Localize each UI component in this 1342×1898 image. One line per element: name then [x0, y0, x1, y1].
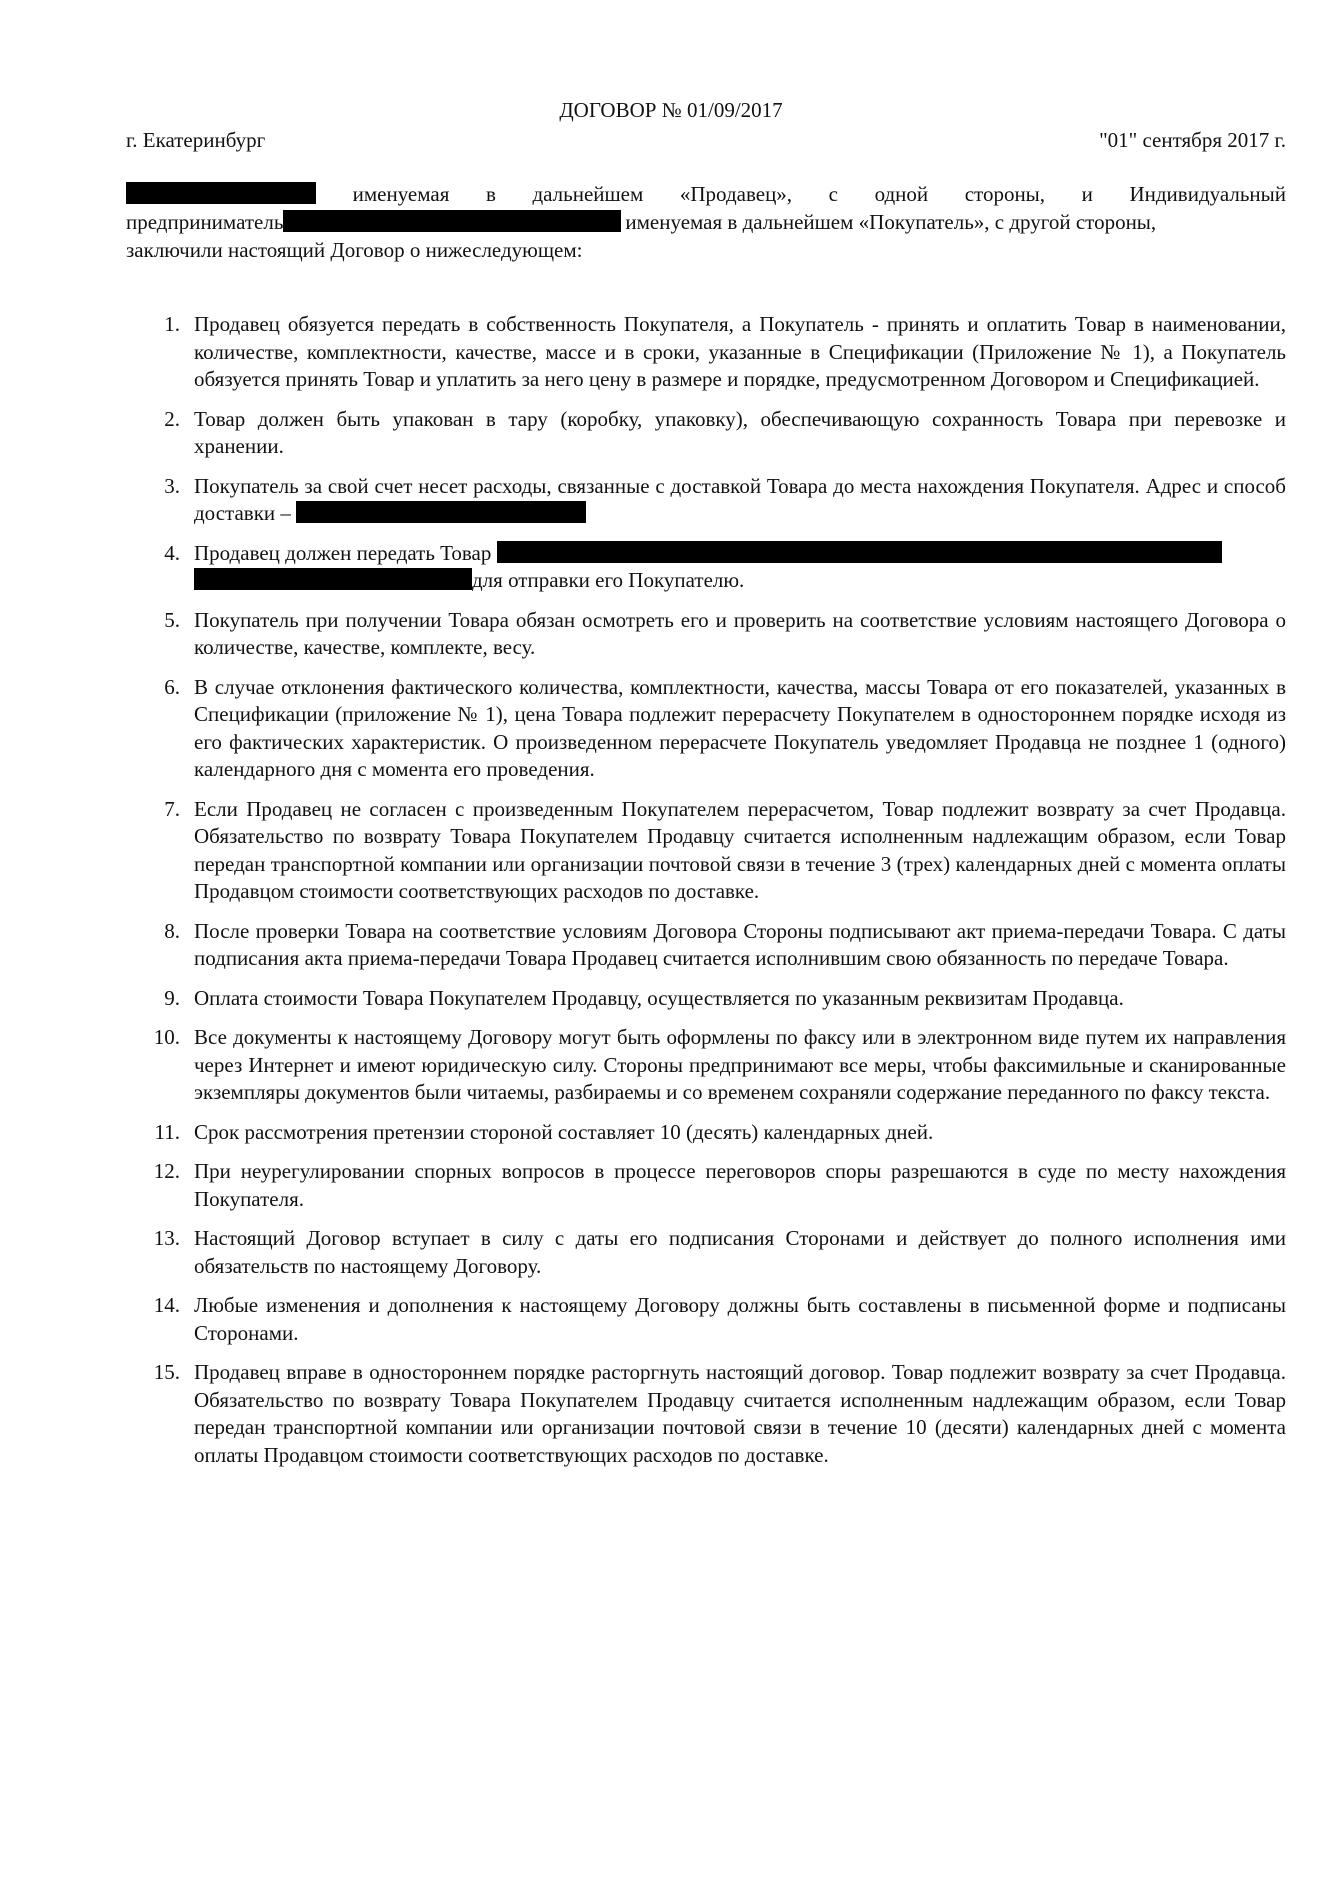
- clause-text: Продавец вправе в одностороннем порядке расторгнуть настоящий договор. Товар подлежит возврату за счет Продавца. Обязательство по возврату Товара Покупателем Продавцу считается исполненным надлежащим образом, если Товар передан транспортной компании или организации почтовой связи в течение 10 (десяти) календарных дней с момента оплаты Продавцом стоимости соответствующих расходов по доставке.: [194, 1360, 1286, 1467]
- clause-item: [140, 1225, 1286, 1280]
- preamble-line-3: заключили настоящий Договор о нижеследующем:: [126, 238, 583, 262]
- clause-number: 3.: [164, 473, 180, 498]
- clause-number: 5.: [164, 607, 180, 632]
- clause-text-wrap: [194, 540, 1286, 568]
- clause-item: [140, 406, 1286, 461]
- preamble-line-2-suffix: именуемая в дальнейшем «Покупатель», с другой стороны,: [625, 210, 1157, 234]
- header-row: [126, 127, 1286, 153]
- clause-item: [140, 311, 1286, 394]
- redaction-bar: [296, 501, 586, 523]
- clause-text: Товар должен быть упакован в тару (коробку, упаковку), обеспечивающую сохранность Товара при перевозке и хранении.: [194, 406, 1286, 458]
- clause-number: 8.: [164, 918, 180, 943]
- clause-text: После проверки Товара на соответствие условиям Договора Стороны подписывают акт приема-передачи Товара. С даты подписания акта приема-передачи Товара Продавец считается исполнившим свою обязанность по передаче Товара.: [194, 918, 1286, 970]
- clause-number: 12.: [153, 1159, 180, 1183]
- redaction-bar: [126, 182, 316, 204]
- clause-number: 10.: [153, 1025, 180, 1049]
- clause-text-wrap: [194, 473, 1286, 528]
- preamble-line-2-prefix: предприниматель: [126, 210, 284, 234]
- clause-item: [140, 1119, 1286, 1147]
- clause-item: [140, 985, 1286, 1013]
- clause-item: [140, 1024, 1286, 1107]
- document-title: ДОГОВОР № 01/09/2017: [559, 98, 783, 122]
- document-date: "01" сентября 2017 г.: [1099, 128, 1286, 152]
- clause-text: Оплата стоимости Товара Покупателем Продавцу, осуществляется по указанным реквизитам Продавца.: [194, 985, 1124, 1010]
- clause-number: 14.: [153, 1293, 180, 1317]
- clause-text: Продавец должен передать Товар: [194, 540, 492, 565]
- clause-number: 2.: [164, 406, 180, 431]
- clause-text: Все документы к настоящему Договору могут быть оформлены по факсу или в электронном виде путем их направления через Интернет и имеют юридическую силу. Стороны предпринимают все меры, чтобы факсимильные и сканированные экземпляры документов были читаемы, разбираемы и со временем сохраняли содержание переданного по факсу текста.: [194, 1025, 1286, 1104]
- clause-number: 13.: [153, 1226, 180, 1250]
- clause-item: [140, 674, 1286, 784]
- clause-text: Срок рассмотрения претензии стороной составляет 10 (десять) календарных дней.: [194, 1119, 934, 1144]
- clause-number: 9.: [164, 985, 180, 1010]
- redaction-bar: [497, 541, 1222, 563]
- clause-number: 4.: [164, 540, 180, 565]
- clause-item: [140, 607, 1286, 662]
- clause-item: [140, 1158, 1286, 1213]
- clause-item: [140, 918, 1286, 973]
- clause-text: В случае отклонения фактического количества, комплектности, качества, массы Товара от его показателей, указанных в Спецификации (приложение № 1), цена Товара подлежит перерасчету Покупателем в одностороннем порядке исходя из его фактических характеристик. О произведенном перерасчете Покупатель уведомляет Продавца не позднее 1 (одного) календарного дня с момента его проведения.: [194, 674, 1286, 781]
- clause-item: [140, 1359, 1286, 1469]
- preamble: [126, 180, 1286, 264]
- clause-number: 6.: [164, 674, 180, 699]
- clause-text: Продавец обязуется передать в собственность Покупателя, а Покупатель - принять и оплатить Товар в наименовании, количестве, комплектности, качестве, массе и в сроки, указанные в Спецификации (Приложение № 1), а Покупатель обязуется принять Товар и уплатить за него цену в размере и порядке, предусмотренном Договором и Спецификацией.: [194, 312, 1286, 391]
- clause-list: [140, 311, 1286, 1481]
- clause-text: Покупатель при получении Товара обязан осмотреть его и проверить на соответствие условиям настоящего Договора о количестве, качестве, комплекте, весу.: [194, 607, 1286, 659]
- clause-number: 1.: [164, 312, 180, 336]
- preamble-line-1-text: именуемая в дальнейшем «Продавец», с одной стороны, и Индивидуальный: [352, 182, 1287, 206]
- document-city: г. Екатеринбург: [126, 128, 266, 152]
- redaction-bar: [283, 210, 621, 232]
- clause-number: 7.: [164, 796, 180, 821]
- preamble-line-1: [126, 180, 1286, 208]
- clause-text: Настоящий Договор вступает в силу с даты его подписания Сторонами и действует до полного исполнения ими обязательств по настоящему Договору.: [194, 1226, 1286, 1278]
- clause-item: [140, 540, 1286, 595]
- clause-text: Любые изменения и дополнения к настоящему Договору должны быть составлены в письменной форме и подписаны Сторонами.: [194, 1293, 1286, 1345]
- clause-number: 15.: [153, 1360, 180, 1384]
- preamble-line-2: [126, 208, 1286, 236]
- clause-item: [140, 796, 1286, 906]
- clause-item: [140, 1292, 1286, 1347]
- clause-text: При неурегулировании спорных вопросов в процессе переговоров споры разрешаются в суде по месту нахождения Покупателя.: [194, 1159, 1286, 1211]
- clause-text: Если Продавец не согласен с произведенным Покупателем перерасчетом, Товар подлежит возврату за счет Продавца. Обязательство по возврату Товара Покупателем Продавцу считается исполненным надлежащим образом, если Товар передан транспортной компании или организации почтовой связи в течение 3 (трех) календарных дней с момента оплаты Продавцом стоимости соответствующих расходов по доставке.: [194, 796, 1286, 903]
- clause-tail-text: для отправки его Покупателю.: [472, 568, 745, 592]
- clause-tail: [194, 567, 1286, 595]
- clause-item: [140, 473, 1286, 528]
- clause-text: Покупатель за свой счет несет расходы, связанные с доставкой Товара до места нахождения Покупателя. Адрес и способ доставки –: [194, 473, 1286, 525]
- clause-number: 11.: [154, 1119, 180, 1144]
- redaction-bar: [194, 568, 472, 590]
